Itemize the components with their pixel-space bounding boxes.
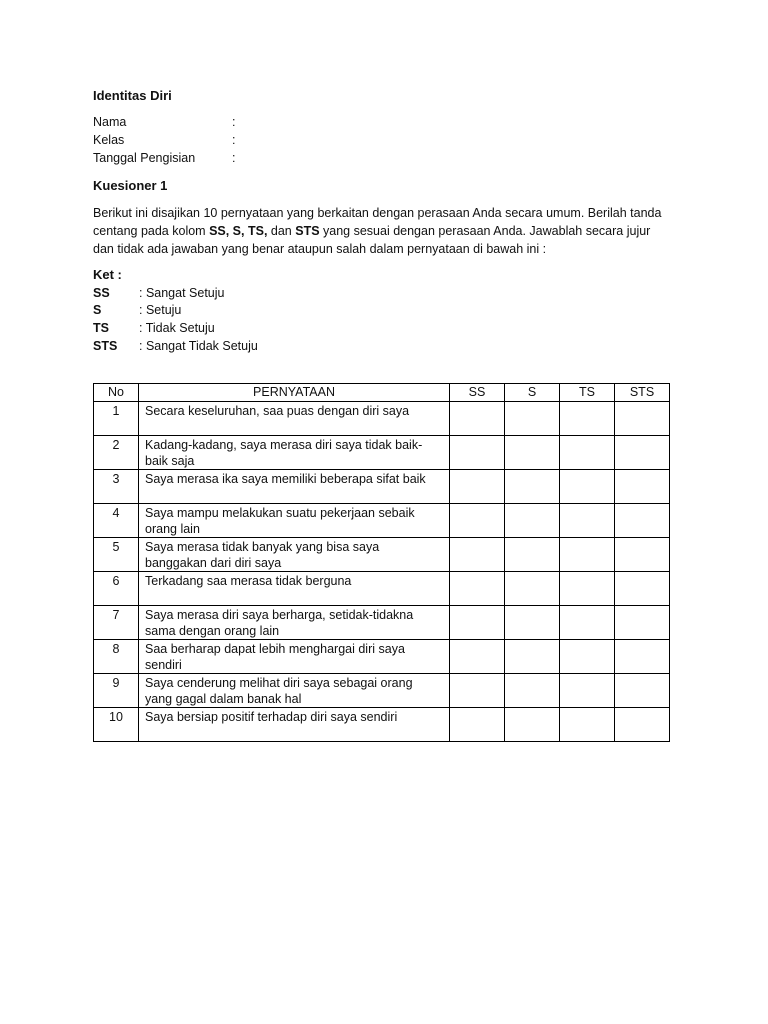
table-header-row <box>94 384 670 402</box>
check-cell-sts[interactable] <box>615 606 670 640</box>
table-row <box>94 538 670 572</box>
row-number: 8 <box>94 640 139 674</box>
intro-bold-code: STS <box>295 224 320 238</box>
row-statement: Kadang-kadang, saya merasa diri saya tidak baik-baik saja <box>139 436 450 470</box>
header-ts: TS <box>560 384 615 402</box>
header-statement: PERNYATAAN <box>139 384 450 402</box>
row-statement: Saya merasa tidak banyak yang bisa saya banggakan dari diri saya <box>139 538 450 572</box>
legend-desc: : Sangat Setuju <box>139 286 225 300</box>
row-number: 10 <box>94 708 139 742</box>
row-number: 5 <box>94 538 139 572</box>
check-cell-sts[interactable] <box>615 674 670 708</box>
table-row <box>94 606 670 640</box>
row-number: 1 <box>94 402 139 436</box>
check-cell-ts[interactable] <box>560 708 615 742</box>
legend-desc: : Sangat Tidak Setuju <box>139 339 258 353</box>
legend-code: S <box>93 303 102 317</box>
row-number: 2 <box>94 436 139 470</box>
identity-row-class <box>93 133 293 150</box>
header-sts: STS <box>615 384 670 402</box>
check-cell-sts[interactable] <box>615 572 670 606</box>
legend-code: SS <box>93 286 110 300</box>
row-statement: Saya bersiap positif terhadap diri saya sendiri <box>139 708 450 742</box>
legend-code: TS <box>93 321 109 335</box>
check-cell-ts[interactable] <box>560 674 615 708</box>
check-cell-ts[interactable] <box>560 436 615 470</box>
check-cell-ss[interactable] <box>450 470 505 504</box>
check-cell-ss[interactable] <box>450 402 505 436</box>
check-cell-s[interactable] <box>505 708 560 742</box>
identity-row-name <box>93 115 293 132</box>
table-row <box>94 674 670 708</box>
check-cell-ts[interactable] <box>560 504 615 538</box>
identity-label: Tanggal Pengisian <box>93 151 196 165</box>
check-cell-ts[interactable] <box>560 538 615 572</box>
check-cell-ts[interactable] <box>560 572 615 606</box>
table-row <box>94 504 670 538</box>
intro-text: dan <box>267 224 296 238</box>
row-number: 3 <box>94 470 139 504</box>
identity-colon: : <box>232 151 236 165</box>
row-statement: Secara keseluruhan, saa puas dengan diri saya <box>139 402 450 436</box>
legend-desc: : Tidak Setuju <box>139 321 215 335</box>
check-cell-ts[interactable] <box>560 606 615 640</box>
check-cell-s[interactable] <box>505 470 560 504</box>
check-cell-s[interactable] <box>505 640 560 674</box>
check-cell-ss[interactable] <box>450 538 505 572</box>
check-cell-ss[interactable] <box>450 674 505 708</box>
table-row <box>94 640 670 674</box>
row-number: 9 <box>94 674 139 708</box>
identity-label: Kelas <box>93 133 125 147</box>
check-cell-ss[interactable] <box>450 640 505 674</box>
check-cell-s[interactable] <box>505 504 560 538</box>
table-row <box>94 402 670 436</box>
intro-text: Berikut ini disajikan 10 pernyataan yang berkaitan dengan perasaan Anda secara umum. Berilah tanda centang pada kolom <box>93 206 662 238</box>
legend-desc: : Setuju <box>139 303 182 317</box>
row-number: 7 <box>94 606 139 640</box>
table-row <box>94 572 670 606</box>
questionnaire-table <box>93 383 670 742</box>
check-cell-ts[interactable] <box>560 640 615 674</box>
check-cell-sts[interactable] <box>615 402 670 436</box>
header-ss: SS <box>450 384 505 402</box>
identity-colon: : <box>232 115 236 129</box>
check-cell-sts[interactable] <box>615 640 670 674</box>
check-cell-s[interactable] <box>505 402 560 436</box>
check-cell-s[interactable] <box>505 606 560 640</box>
row-number: 4 <box>94 504 139 538</box>
check-cell-ss[interactable] <box>450 436 505 470</box>
check-cell-ss[interactable] <box>450 708 505 742</box>
check-cell-ss[interactable] <box>450 572 505 606</box>
check-cell-s[interactable] <box>505 674 560 708</box>
check-cell-s[interactable] <box>505 538 560 572</box>
check-cell-ts[interactable] <box>560 470 615 504</box>
row-number: 6 <box>94 572 139 606</box>
check-cell-sts[interactable] <box>615 470 670 504</box>
check-cell-ss[interactable] <box>450 606 505 640</box>
check-cell-s[interactable] <box>505 572 560 606</box>
table-row <box>94 436 670 470</box>
row-statement: Saya merasa diri saya berharga, setidak-tidakna sama dengan orang lain <box>139 606 450 640</box>
identity-title: Identitas Diri <box>93 88 172 103</box>
check-cell-sts[interactable] <box>615 436 670 470</box>
questionnaire-title: Kuesioner 1 <box>93 178 168 193</box>
identity-label: Nama <box>93 115 127 129</box>
legend-code: STS <box>93 339 118 353</box>
identity-colon: : <box>232 133 236 147</box>
check-cell-sts[interactable] <box>615 504 670 538</box>
check-cell-ss[interactable] <box>450 504 505 538</box>
intro-paragraph <box>93 204 673 258</box>
table-row <box>94 470 670 504</box>
check-cell-ts[interactable] <box>560 402 615 436</box>
row-statement: Terkadang saa merasa tidak berguna <box>139 572 450 606</box>
row-statement: Saya merasa ika saya memiliki beberapa sifat baik <box>139 470 450 504</box>
row-statement: Saya mampu melakukan suatu pekerjaan sebaik orang lain <box>139 504 450 538</box>
header-no: No <box>94 384 139 402</box>
table-row <box>94 708 670 742</box>
row-statement: Saa berharap dapat lebih menghargai diri saya sendiri <box>139 640 450 674</box>
header-s: S <box>505 384 560 402</box>
table-body <box>94 402 670 742</box>
intro-text: yang sesuai dengan perasaan Anda. Jawablah secara jujur dan tidak ada jawaban yang benar ataupun salah dalam pernyataan di bawah ini : <box>93 224 651 256</box>
row-statement: Saya cenderung melihat diri saya sebagai orang yang gagal dalam banak hal <box>139 674 450 708</box>
check-cell-sts[interactable] <box>615 538 670 572</box>
check-cell-sts[interactable] <box>615 708 670 742</box>
identity-row-date <box>93 151 293 168</box>
check-cell-s[interactable] <box>505 436 560 470</box>
legend-heading: Ket : <box>93 267 122 282</box>
intro-bold-codes: SS, S, TS, <box>209 224 268 238</box>
